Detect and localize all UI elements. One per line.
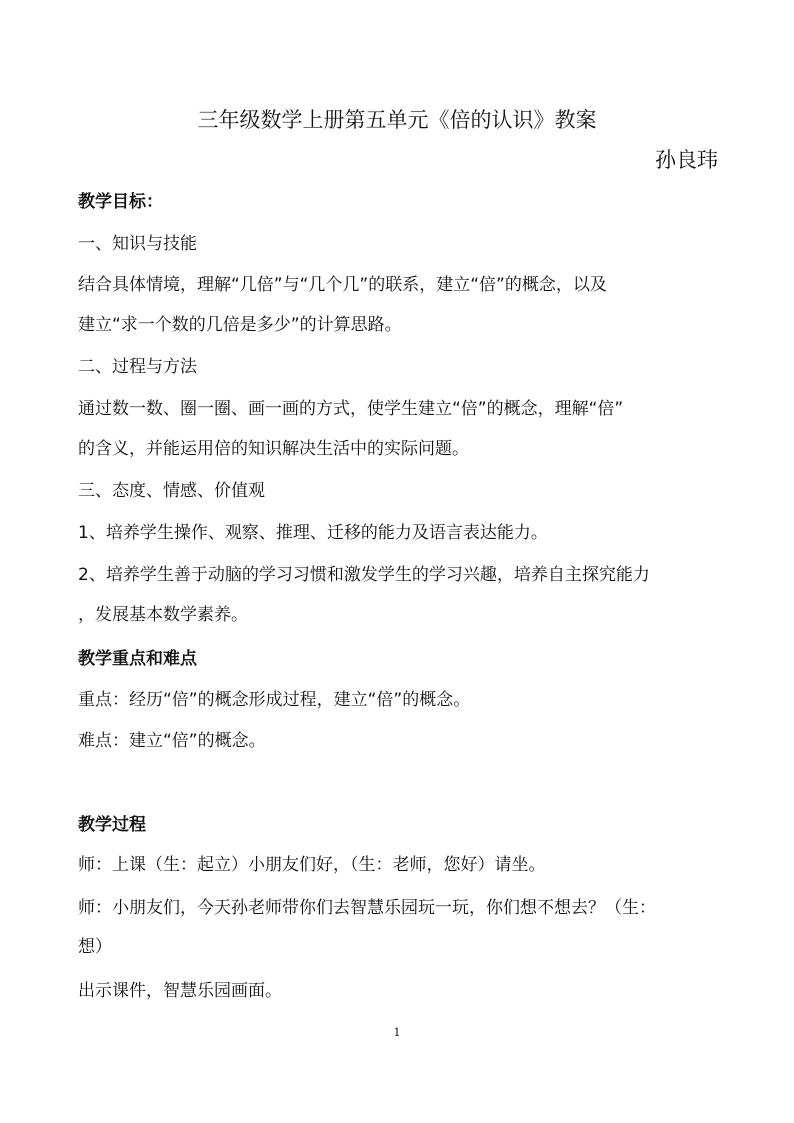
section3-item2-line2: ，发展基本数学素养。 bbox=[78, 605, 248, 625]
key-difficulty: 难点：建立“倍”的概念。 bbox=[78, 731, 266, 751]
process-heading: 教学过程 bbox=[78, 815, 146, 835]
section2-text-line1: 通过数一数、圈一圈、画一画的方式，使学生建立“倍”的概念，理解“倍” bbox=[78, 399, 624, 419]
page-number: 1 bbox=[393, 1026, 401, 1039]
document-title: 三年级数学上册第五单元《倍的认识》教案 bbox=[197, 108, 597, 132]
section3-item2-line1: 2、培养学生善于动脑的学习习惯和激发学生的学习兴趣，培养自主探究能力 bbox=[78, 565, 650, 585]
section3-heading: 三、态度、情感、价值观 bbox=[78, 481, 265, 501]
author-name: 孙良玮 bbox=[655, 148, 718, 172]
key-points-heading: 教学重点和难点 bbox=[78, 649, 197, 669]
process-line2: 师：小朋友们，今天孙老师带你们去智慧乐园玩一玩，你们想不想去？（生： bbox=[78, 898, 656, 918]
section2-heading: 二、过程与方法 bbox=[78, 357, 197, 377]
section1-text-line1: 结合具体情境，理解“几倍”与“几个几”的联系，建立“倍”的概念，以及 bbox=[78, 275, 607, 295]
section1-heading: 一、知识与技能 bbox=[78, 234, 197, 254]
section2-text-line2: 的含义，并能运用倍的知识解决生活中的实际问题。 bbox=[78, 439, 469, 459]
objectives-heading: 教学目标： bbox=[78, 192, 163, 212]
section3-item1: 1、培养学生操作、观察、推理、迁移的能力及语言表达能力。 bbox=[78, 523, 548, 543]
key-focus: 重点：经历“倍”的概念形成过程，建立“倍”的概念。 bbox=[78, 690, 471, 710]
process-line4: 出示课件，智慧乐园画面。 bbox=[78, 981, 282, 1001]
process-line3: 想） bbox=[78, 937, 112, 957]
section1-text-line2: 建立“求一个数的几倍是多少”的计算思路。 bbox=[78, 315, 402, 335]
process-line1: 师：上课（生：起立）小朋友们好，（生：老师，您好）请坐。 bbox=[78, 855, 546, 875]
